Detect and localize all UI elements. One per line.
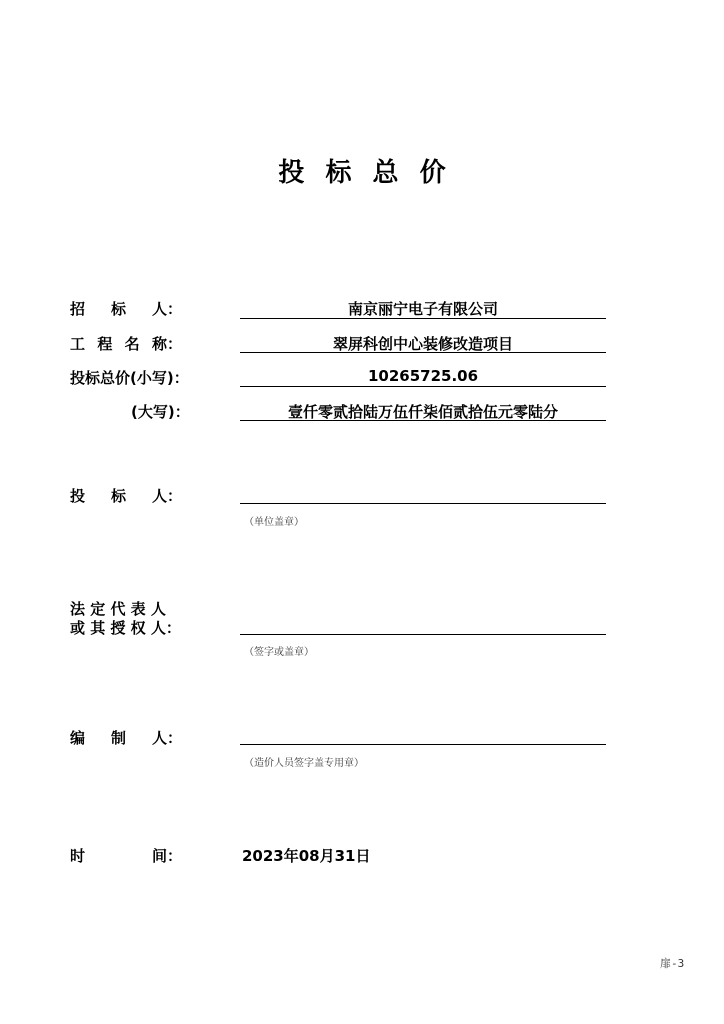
price-lower-label: 投标总价(小写)：: [70, 369, 189, 387]
label-char: 编: [70, 729, 86, 747]
project-value: 翠屏科创中心装修改造项目: [332, 335, 513, 353]
tenderee-label: [70, 298, 182, 319]
label-char: 间：: [151, 847, 182, 865]
tenderee-underline: [240, 318, 606, 319]
price-upper-underline: [240, 420, 606, 421]
tenderee-value: 南京丽宁电子有限公司: [347, 300, 498, 318]
date-label: [70, 845, 182, 866]
legal-rep-signature-line: [240, 634, 606, 635]
bidder-signature-line: [240, 503, 606, 504]
label-char: 人：: [151, 487, 182, 505]
label-char: 称：: [151, 335, 182, 353]
project-underline: [240, 352, 606, 353]
label-char: 程: [97, 335, 113, 353]
title-char: 总: [372, 158, 399, 188]
label-char: 招: [70, 300, 86, 318]
price-lower-underline: [240, 386, 606, 387]
compiler-signature-line: [240, 744, 606, 745]
project-label: [70, 333, 182, 354]
legal-rep-label-line1: 法 定 代 表 人: [70, 600, 166, 618]
price-upper-value: 壹仟零贰拾陆万伍仟柒佰贰拾伍元零陆分: [287, 403, 558, 421]
page-title: [0, 152, 724, 189]
title-char: 价: [419, 158, 446, 188]
label-char: 名: [124, 335, 140, 353]
label-char: 标: [110, 300, 126, 318]
page-number: 扉-3: [660, 957, 685, 970]
bidder-label: [70, 485, 182, 506]
label-char: 工: [70, 335, 86, 353]
compiler-note: （造价人员签字盖专用章）: [244, 758, 364, 769]
label-char: 人：: [151, 300, 182, 318]
price-lower-value: 10265725.06: [367, 367, 479, 385]
legal-rep-label-line2: 或 其 授 权 人：: [70, 619, 181, 637]
title-char: 标: [325, 158, 352, 188]
price-upper-label: (大写)：: [131, 403, 190, 421]
label-char: 标: [110, 487, 126, 505]
label-char: 投: [70, 487, 86, 505]
label-char: 人：: [151, 729, 182, 747]
label-char: 时: [70, 847, 86, 865]
bidder-note: （单位盖章）: [244, 517, 304, 528]
compiler-label: [70, 727, 182, 748]
label-char: 制: [110, 729, 126, 747]
title-char: 投: [278, 158, 305, 188]
date-value: 2023年08月31日: [242, 847, 371, 865]
legal-rep-note: （签字或盖章）: [244, 647, 314, 658]
